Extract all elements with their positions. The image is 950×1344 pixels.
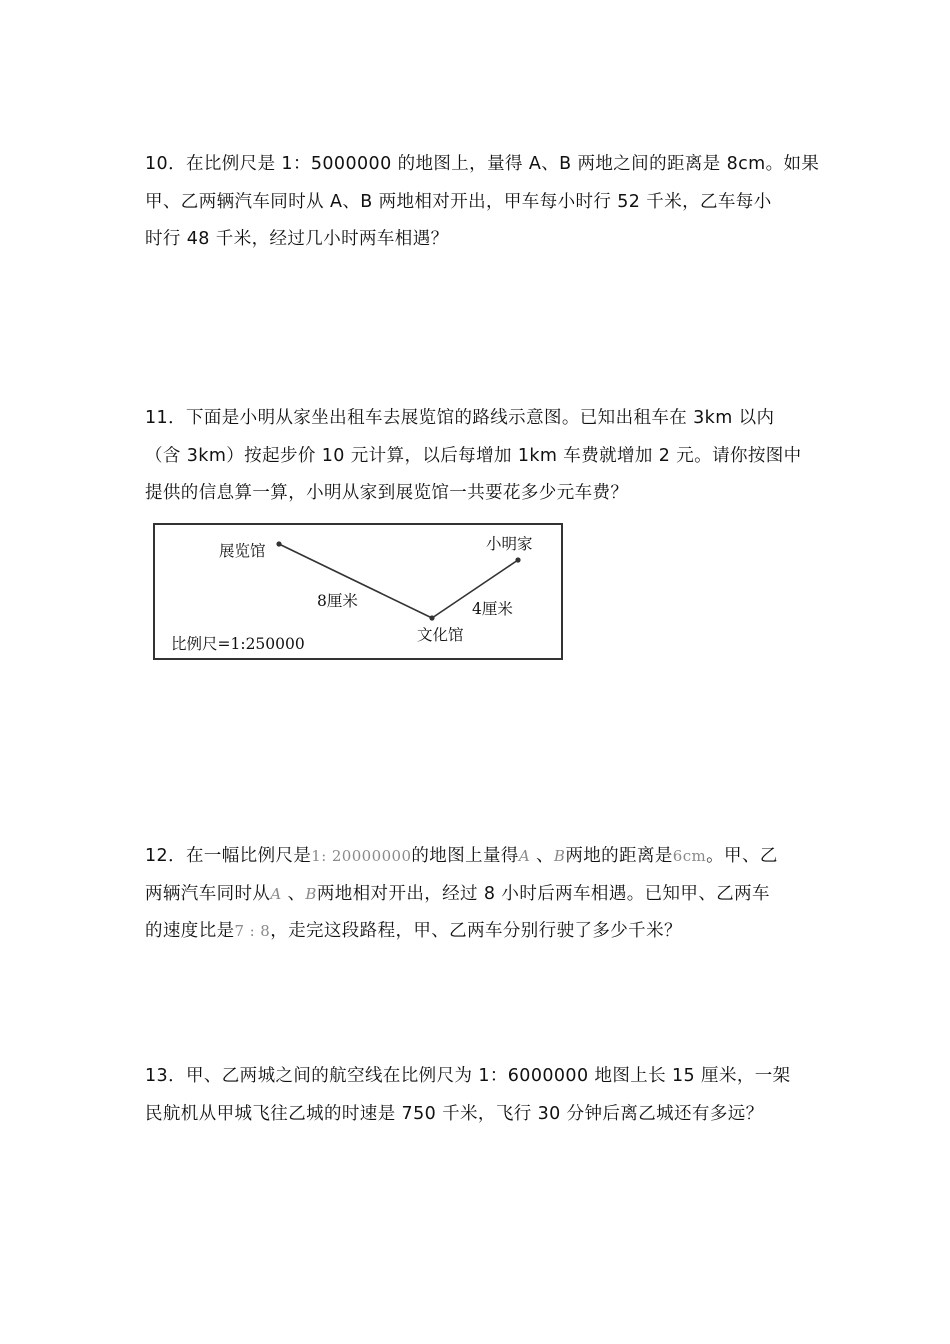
problem-12-line-2 — [145, 876, 813, 914]
problem-13-line-2: 民航机从甲城飞往乙城的时速是 750 千米，飞行 30 分钟后离乙城还有多远？ — [145, 1103, 764, 1124]
exhibition-hall-label: 展览馆 — [219, 542, 266, 560]
point-b-formula: B — [305, 884, 317, 903]
problem-12-text: 。甲、乙 — [706, 846, 778, 866]
xiaoming-home-dot — [515, 557, 520, 562]
point-a-formula: A — [518, 847, 531, 865]
route-map-figure — [153, 523, 563, 660]
problem-12-text: 两地的距离是 — [565, 846, 673, 866]
speed-ratio-formula: 7 : 8 — [234, 922, 271, 940]
problem-10-line-3: 时行 48 千米，经过几小时两车相遇？ — [145, 229, 449, 249]
problem-12-text: 12．在一幅比例尺是 — [145, 846, 312, 866]
problem-12-text: 的地图上量得 — [411, 846, 519, 866]
segment-center-home-length: 4厘米 — [472, 600, 513, 618]
scale-label: 比例尺=1:250000 — [171, 635, 305, 653]
problem-12-text: 、 — [530, 846, 554, 866]
problem-12-text: 、 — [281, 883, 306, 904]
problem-13-line-1: 13．甲、乙两城之间的航空线在比例尺为 1：6000000 地图上长 15 厘米，一架 — [145, 1066, 791, 1086]
problem-11-line-3: 提供的信息算一算，小明从家到展览馆一共要花多少元车费？ — [145, 483, 629, 503]
problem-12-line-3 — [145, 913, 813, 951]
problem-10-line-2: 甲、乙两辆汽车同时从 A、B 两地相对开出，甲车每小时行 52 千米，乙车每小 — [145, 191, 772, 212]
problem-11-line-2: （含 3km）按起步价 10 元计算，以后每增加 1km 车费就增加 2 元。请你按图中 — [145, 445, 802, 466]
problem-12-text: 的速度比是 — [145, 921, 235, 941]
problem-12 — [145, 838, 813, 951]
problem-12-line-1 — [145, 838, 813, 876]
cultural-center-dot — [429, 615, 434, 620]
xiaoming-home-label: 小明家 — [486, 535, 533, 553]
segment-hall-center-length: 8厘米 — [317, 592, 358, 610]
problem-10 — [145, 146, 820, 259]
problem-13 — [145, 1058, 813, 1133]
cultural-center-label: 文化馆 — [417, 626, 464, 644]
problem-10-line-1: 10．在比例尺是 1：5000000 的地图上，量得 A、B 两地之间的距离是 8cm。如果 — [145, 154, 820, 174]
point-b-formula: B — [553, 847, 566, 865]
problem-11-line-1: 11．下面是小明从家坐出租车去展览馆的路线示意图。已知出租车在 3km 以内 — [145, 408, 775, 428]
problem-12-text: 两地相对开出，经过 8 小时后两车相遇。已知甲、乙两车 — [316, 883, 770, 904]
distance-formula: 6cm — [672, 847, 707, 865]
problem-12-text: 两辆汽车同时从 — [145, 883, 271, 904]
scale-ratio-formula: 1: 20000000 — [311, 847, 412, 865]
problem-11 — [145, 400, 813, 513]
point-a-formula: A — [270, 884, 282, 903]
exhibition-hall-dot — [276, 541, 281, 546]
problem-12-text: ，走完这段路程，甲、乙两车分别行驶了多少千米？ — [270, 921, 682, 941]
